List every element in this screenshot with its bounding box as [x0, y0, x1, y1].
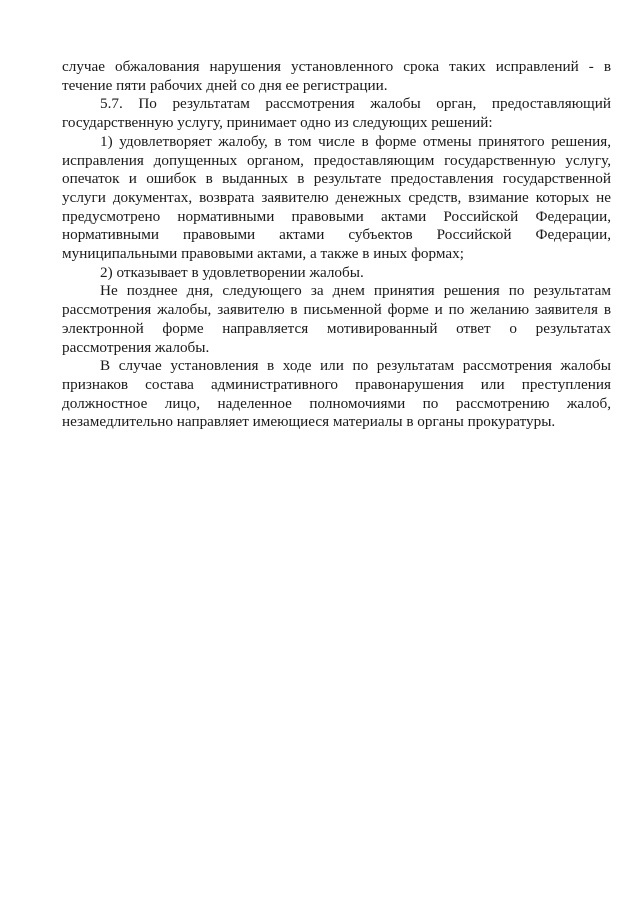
paragraph-decision-2: 2) отказывает в удовлетворении жалобы. [100, 263, 364, 281]
paragraph-decision-1: 1) удовлетворяет жалобу, в том числе в форме отмены принятого решения, исправления допущенных органом, предоставляющим государственную услугу, опечаток и ошибок в выданных в результате предоставления государственной услуги документах, возврата заявителю денежных средств, взимание которых не предусмотрено нормативными правовыми актами Российской Федерации, нормативными правовыми актами субъектов Российской Федерации, муниципальными правовыми актами, а также в иных формах; [62, 132, 611, 263]
paragraph-section-5-7: 5.7. По результатам рассмотрения жалобы орган, предоставляющий государственную услугу, принимает одно из следующих решений: [62, 95, 611, 132]
paragraph-prosecution-referral: В случае установления в ходе или по результатам рассмотрения жалобы признаков состава административного правонарушения или преступления должностное лицо, наделенное полномочиями по рассмотрению жалоб, незамедлительно направляет имеющиеся материалы в органы прокуратуры. [62, 357, 611, 431]
document-page [62, 58, 611, 432]
paragraph-continuation: случае обжалования нарушения установленного срока таких исправлений - в течение пяти рабочих дней со дня ее регистрации. [62, 58, 611, 94]
paragraph-response-deadline: Не позднее дня, следующего за днем принятия решения по результатам рассмотрения жалобы, заявителю в письменной форме и по желанию заявителя в электронной форме направляется мотивированный ответ о результатах рассмотрения жалобы. [62, 282, 611, 356]
